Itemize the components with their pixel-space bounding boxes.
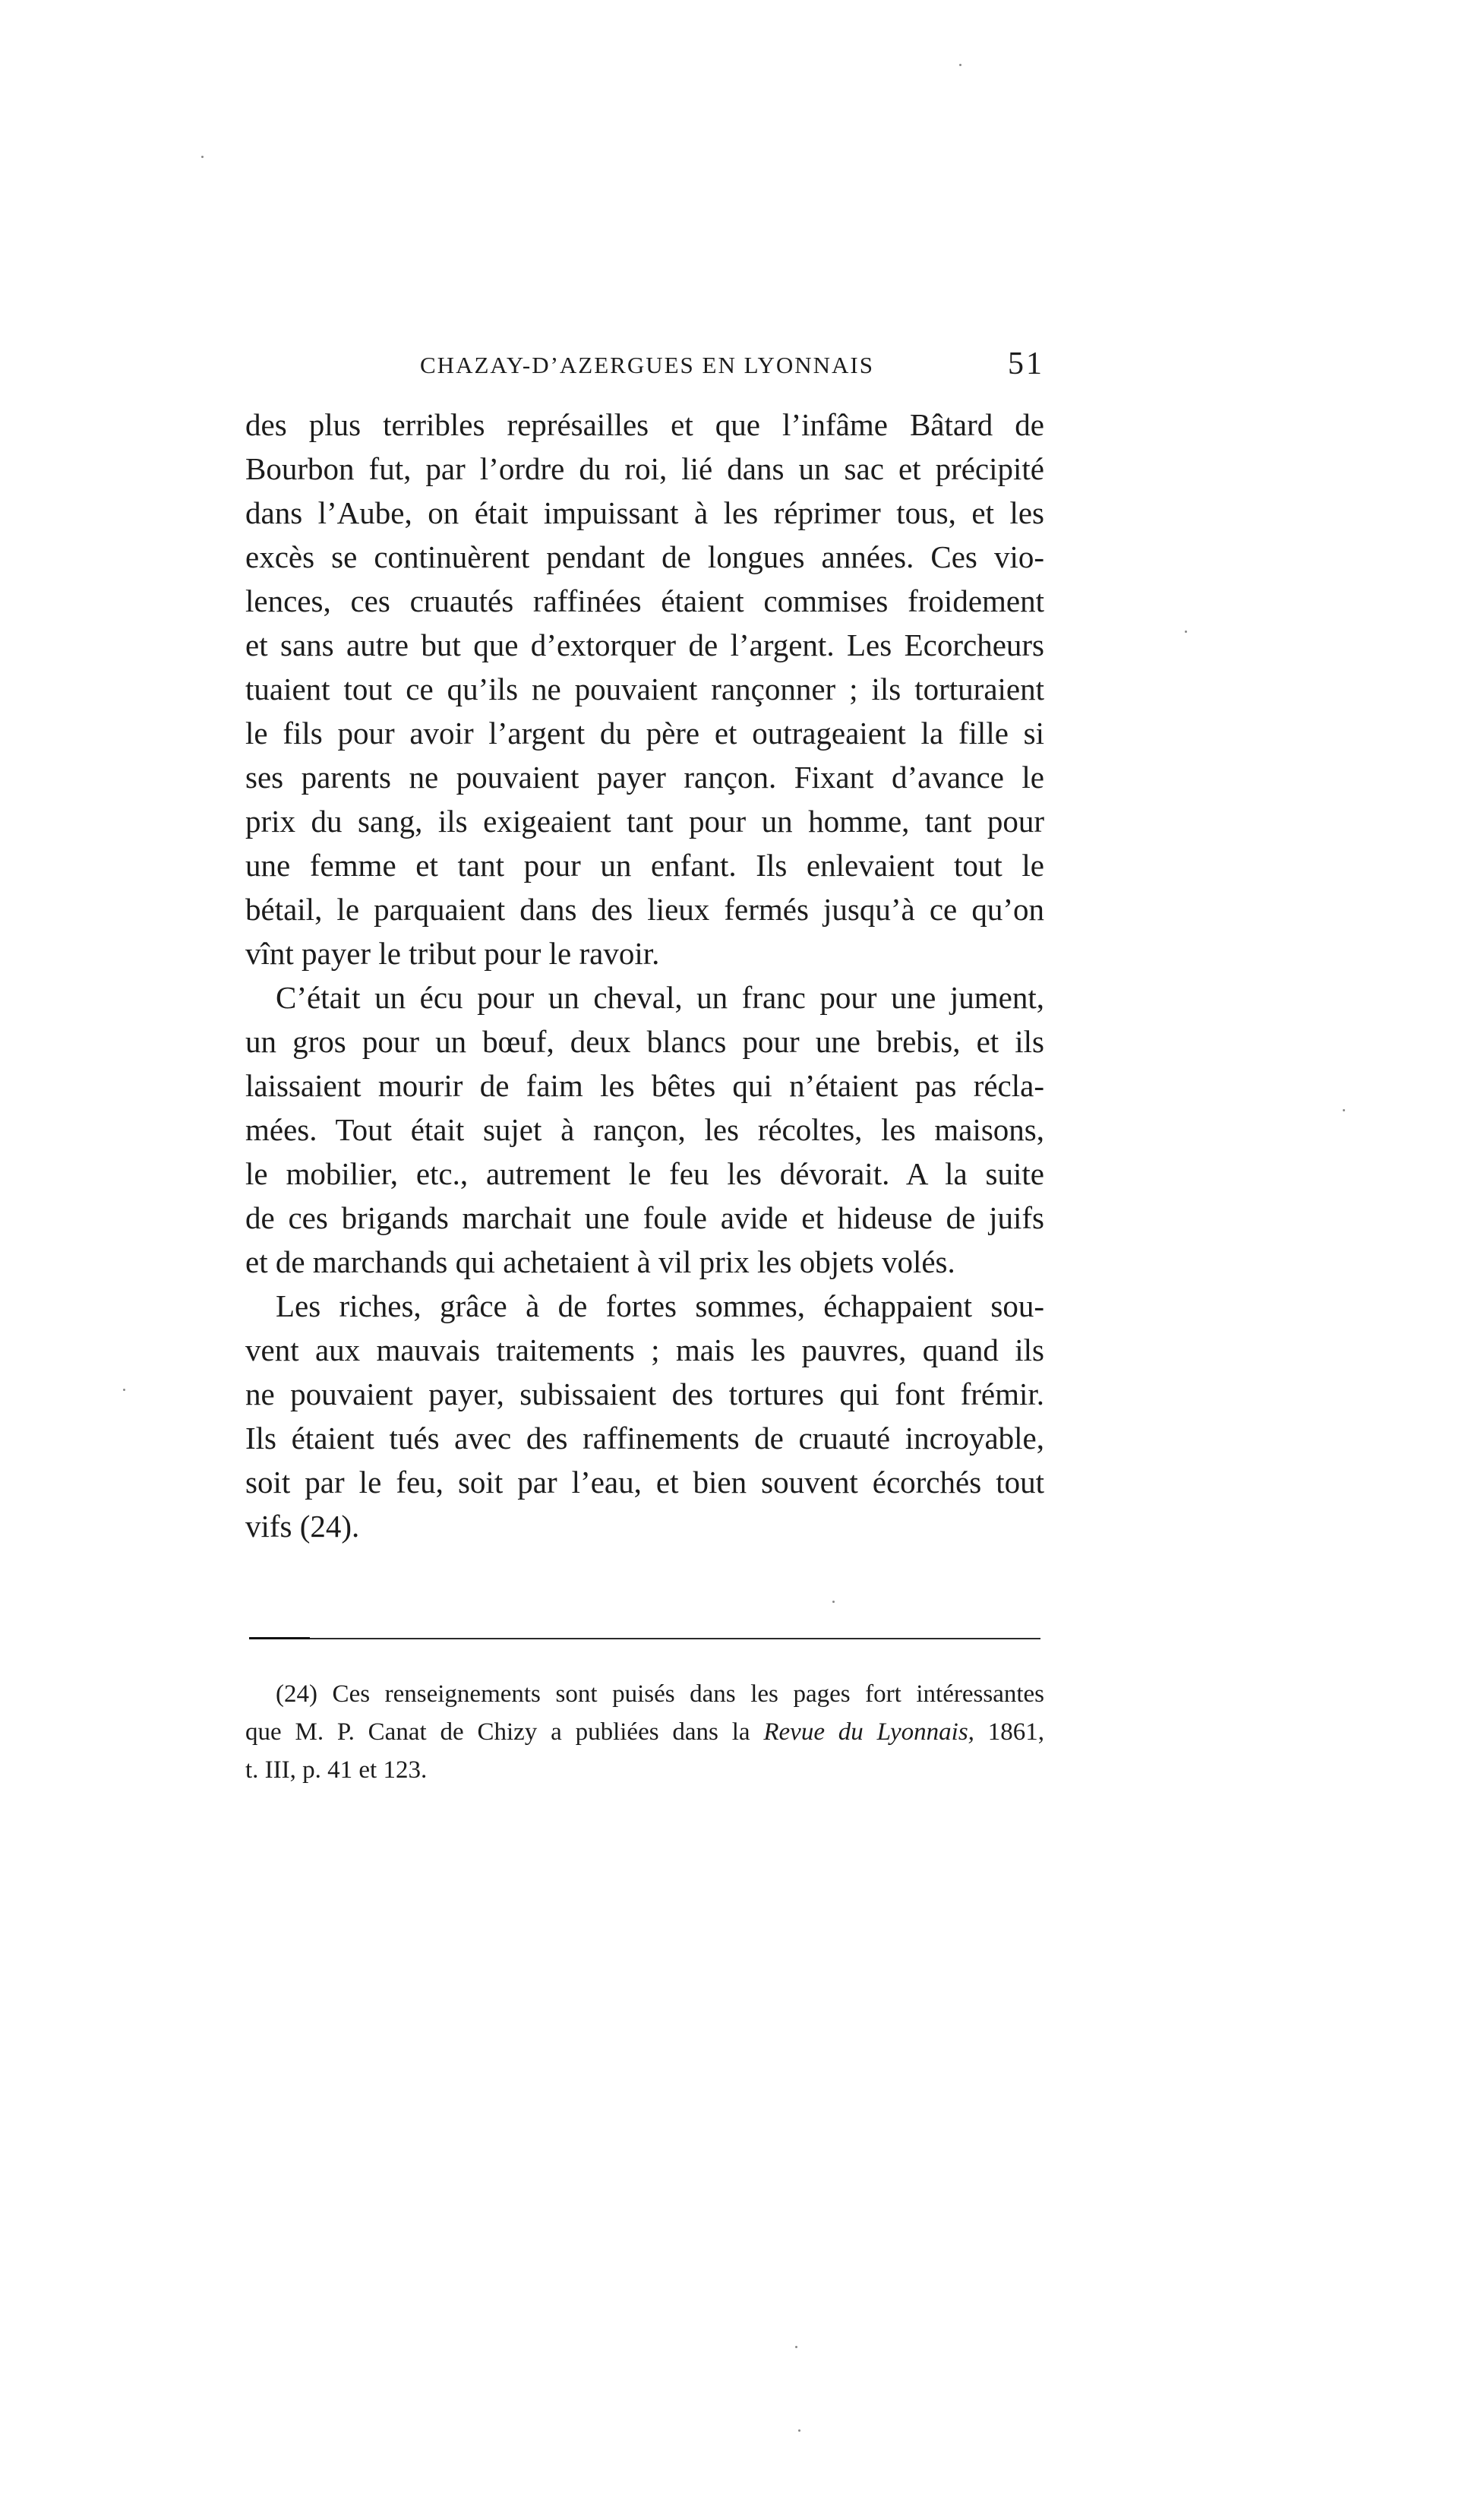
text-line: de ces brigands marchait une foule avide et hideuse de juifs: [245, 1200, 1044, 1235]
page-number: 51: [1008, 346, 1044, 381]
paper-speck: [1343, 1109, 1345, 1111]
paper-speck: [798, 2429, 800, 2432]
text-line: laissaient mourir de faim les bêtes qui n’étaient pas récla-: [245, 1068, 1044, 1103]
text-line: mées. Tout était sujet à rançon, les récoltes, les maisons,: [245, 1112, 1044, 1147]
paper-speck: [959, 64, 961, 66]
text-line: et de marchands qui achetaient à vil prix les objets volés.: [245, 1244, 955, 1279]
text-line: excès se continuèrent pendant de longues années. Ces vio-: [245, 539, 1044, 574]
footnote-journal-title: Revue du Lyonnais,: [763, 1718, 974, 1746]
text-line: lences, ces cruautés raffinées étaient commises froidement: [245, 583, 1044, 618]
text-line: soit par le feu, soit par l’eau, et bien souvent écorchés tout: [245, 1465, 1044, 1500]
footnote-year: 1861,: [974, 1718, 1045, 1746]
text-line: dans l’Aube, on était impuissant à les réprimer tous, et les: [245, 495, 1044, 530]
running-header: [245, 346, 1044, 391]
text-line: vent aux mauvais traitements ; mais les pauvres, quand ils: [245, 1332, 1044, 1367]
text-line: le fils pour avoir l’argent du père et outrageaient la fille si: [245, 716, 1044, 751]
text-line: le mobilier, etc., autrement le feu les dévorait. A la suite: [245, 1156, 1044, 1191]
paper-speck: [832, 1601, 835, 1603]
paragraph-start-line: Les riches, grâce à de fortes sommes, échappaient sou-: [276, 1288, 1044, 1323]
text-line: Bourbon fut, par l’ordre du roi, lié dans un sac et précipité: [245, 451, 1044, 486]
text-line: tuaient tout ce qu’ils ne pouvaient rançonner ; ils torturaient: [245, 672, 1044, 706]
text-line: bétail, le parquaient dans des lieux fermés jusqu’à ce qu’on: [245, 892, 1044, 927]
footnotes: [245, 1675, 1044, 1789]
footnote-line: (24) Ces renseignements sont puisés dans les pages fort intéressantes: [276, 1680, 1044, 1708]
footnote-text: que M. P. Canat de Chizy a publiées dans la: [245, 1718, 764, 1746]
body-text: [245, 403, 1044, 1548]
text-line: ne pouvaient payer, subissaient des tortures qui font frémir.: [245, 1377, 1044, 1411]
footnote-line: t. III, p. 41 et 123.: [245, 1756, 428, 1784]
text-line: et sans autre but que d’extorquer de l’argent. Les Ecorcheurs: [245, 627, 1044, 662]
text-line: un gros pour un bœuf, deux blancs pour une brebis, et ils: [245, 1024, 1044, 1059]
paper-speck: [1185, 631, 1187, 633]
text-line: Ils étaient tués avec des raffinements de cruauté incroyable,: [245, 1421, 1044, 1456]
text-line: une femme et tant pour un enfant. Ils enlevaient tout le: [245, 848, 1044, 883]
text-line: des plus terribles représailles et que l’infâme Bâtard de: [245, 407, 1044, 442]
footnote-line: [245, 1713, 1044, 1751]
running-title: CHAZAY-D’AZERGUES EN LYONNAIS: [420, 352, 874, 378]
text-line: ses parents ne pouvaient payer rançon. Fixant d’avance le: [245, 760, 1044, 795]
footnote-rule: [249, 1638, 1040, 1639]
text-line: vînt payer le tribut pour le ravoir.: [245, 936, 660, 971]
paper-speck: [795, 2346, 797, 2348]
paragraph-start-line: C’était un écu pour un cheval, un franc pour une jument,: [276, 980, 1044, 1015]
text-line: vifs (24).: [245, 1509, 360, 1544]
paper-speck: [201, 156, 204, 158]
text-line: prix du sang, ils exigeaient tant pour un homme, tant pour: [245, 804, 1044, 839]
paper-speck: [123, 1389, 125, 1391]
